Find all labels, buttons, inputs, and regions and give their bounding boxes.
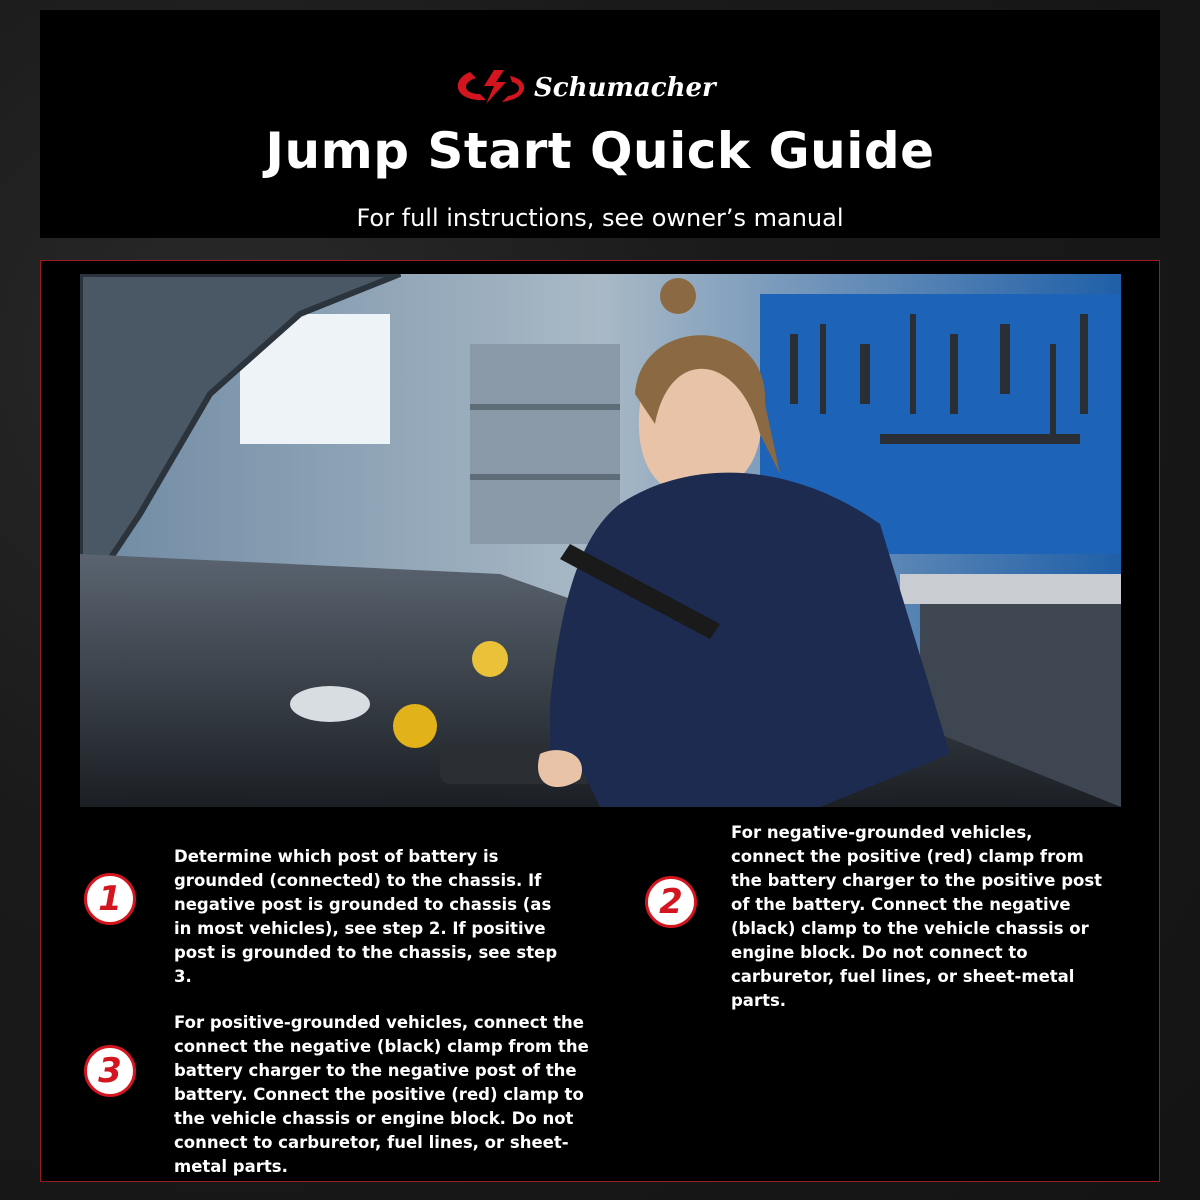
guide-panel [40, 260, 1160, 1182]
header-banner [40, 10, 1160, 238]
step-3-number-badge: 3 [84, 1045, 136, 1097]
page-subtitle: For full instructions, see owner’s manual [356, 204, 844, 232]
photo-illustration [80, 274, 1121, 807]
brand-logo [40, 62, 1160, 112]
step-3-text: For positive-grounded vehicles, connect the connect the negative (black) clamp from the battery charger to the negative post of the battery. Connect the positive (red) clamp to the vehicle chassis or engine block. Do not connect to carburetor, fuel lines, or sheet-metal parts. [174, 1013, 589, 1176]
step-2-number-badge: 2 [645, 876, 697, 928]
svg-text:Schumacher: Schumacher [534, 73, 716, 103]
schumacher-logo-icon [450, 62, 750, 112]
step-1-text: Determine which post of battery is grounded (connected) to the chassis. If negative post is grounded to chassis (as in most vehicles), see step 2. If positive post is grounded to the chassis, see step 3. [174, 847, 558, 986]
mechanic-photo [80, 274, 1121, 807]
step-2-text: For negative-grounded vehicles, connect the positive (red) clamp from the battery charger to the positive post of the battery. Connect the negative (black) clamp to the vehicle chassis or engine block. Do not connect to carburetor, fuel lines, or sheet-metal parts. [731, 823, 1103, 1010]
page-title: Jump Start Quick Guide [265, 122, 935, 180]
step-1-number-badge: 1 [84, 873, 136, 925]
